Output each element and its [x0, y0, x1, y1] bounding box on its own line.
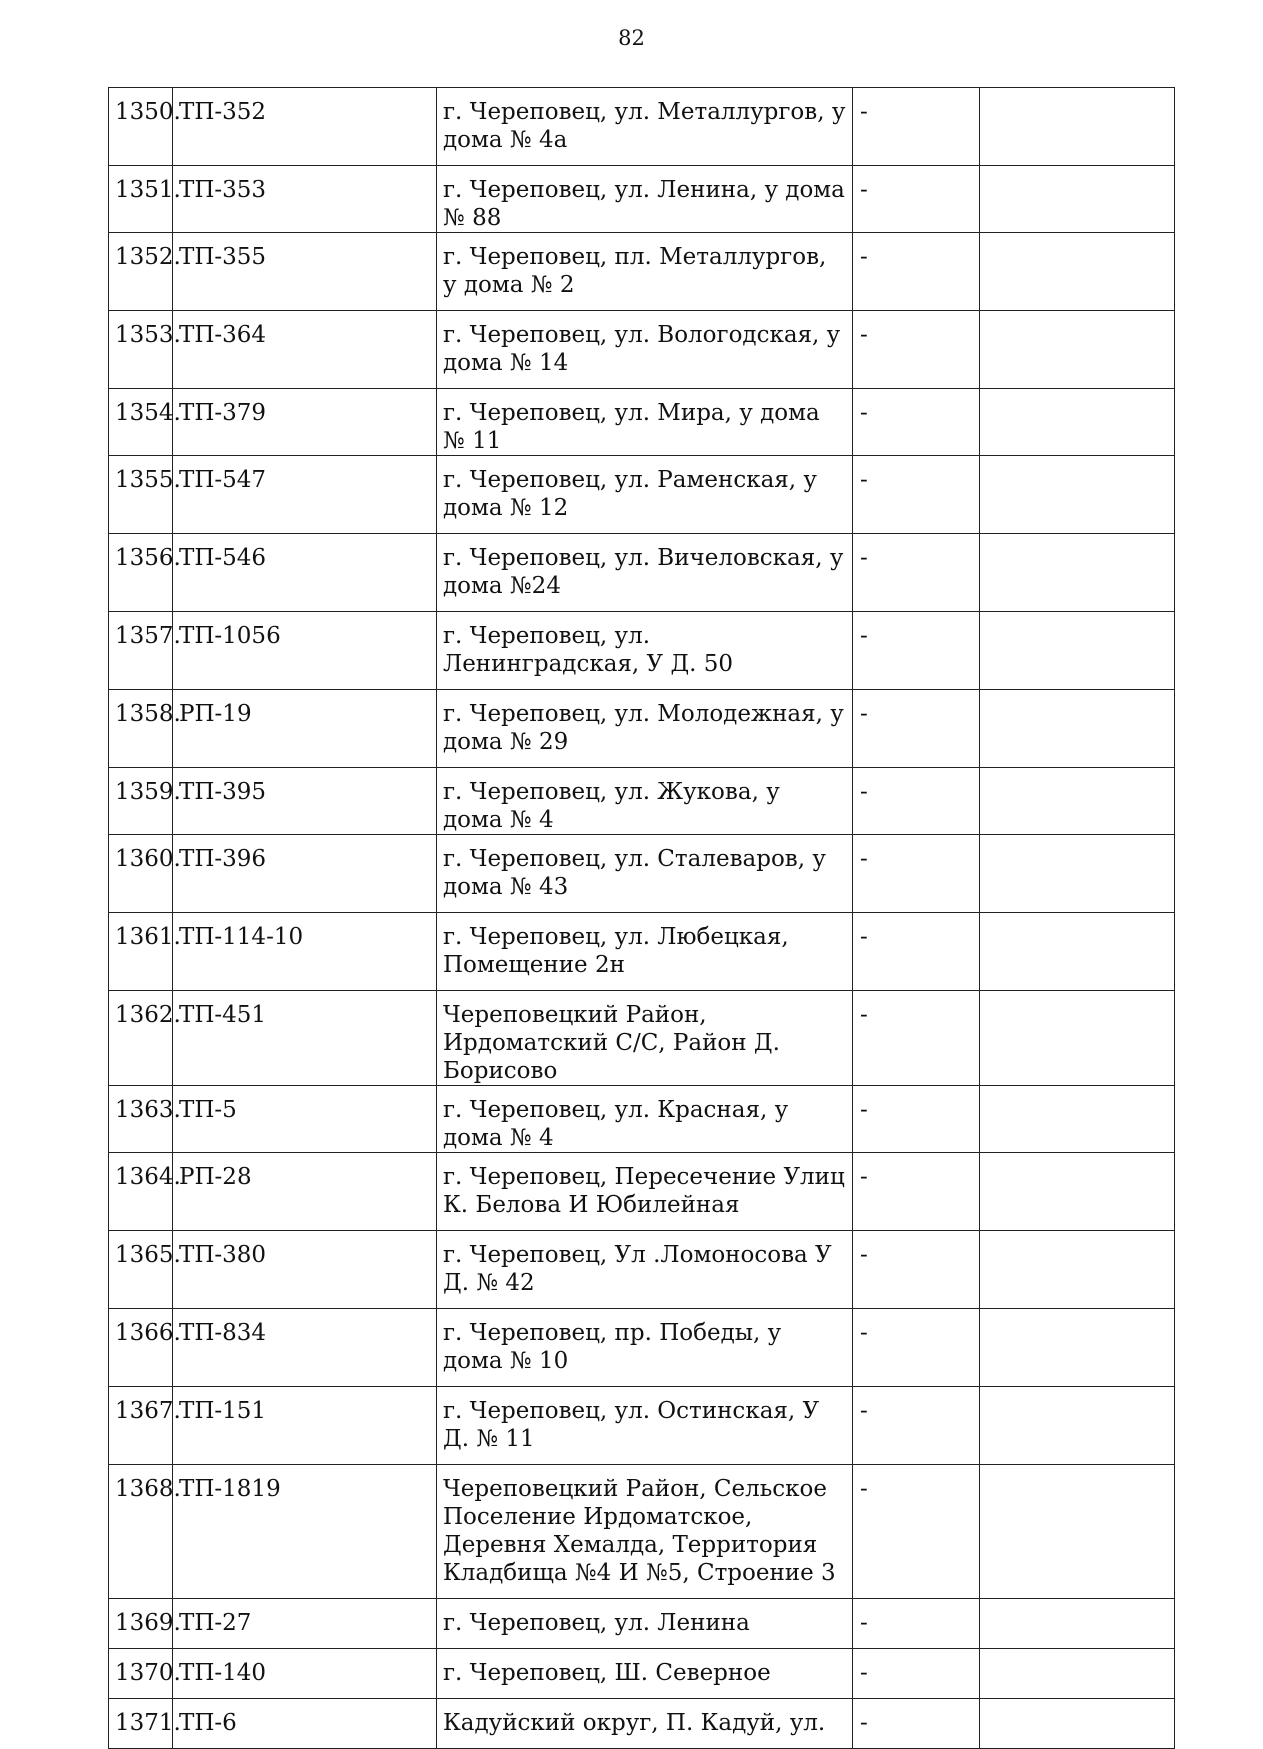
station-address: г. Череповец, ул. Любецкая, Помещение 2н — [437, 913, 853, 991]
table-row — [109, 991, 1175, 1086]
dash-cell: - — [853, 835, 980, 913]
table-row — [109, 534, 1175, 612]
station-address: г. Череповец, пл. Металлургов, у дома № 2 — [437, 233, 853, 311]
row-number: 1362. — [109, 991, 173, 1086]
empty-cell — [980, 166, 1175, 233]
station-address: г. Череповец, ул. Вичеловская, у дома №24 — [437, 534, 853, 612]
row-number: 1361. — [109, 913, 173, 991]
dash-cell: - — [853, 1086, 980, 1153]
empty-cell — [980, 389, 1175, 456]
station-code: ТП-379 — [173, 389, 437, 456]
empty-cell — [980, 456, 1175, 534]
dash-cell: - — [853, 1649, 980, 1699]
dash-cell: - — [853, 1465, 980, 1599]
row-number: 1363. — [109, 1086, 173, 1153]
table-row — [109, 1699, 1175, 1749]
station-code: ТП-114-10 — [173, 913, 437, 991]
station-address: г. Череповец, ул. Жукова, у дома № 4 — [437, 768, 853, 835]
station-code: РП-28 — [173, 1153, 437, 1231]
row-number: 1365. — [109, 1231, 173, 1309]
row-number: 1350. — [109, 88, 173, 166]
table-row — [109, 913, 1175, 991]
table-row — [109, 612, 1175, 690]
dash-cell: - — [853, 1599, 980, 1649]
table-row — [109, 1387, 1175, 1465]
station-address: Кадуйский округ, П. Кадуй, ул. — [437, 1699, 853, 1749]
dash-cell: - — [853, 1699, 980, 1749]
row-number: 1366. — [109, 1309, 173, 1387]
station-code: ТП-547 — [173, 456, 437, 534]
station-code: ТП-355 — [173, 233, 437, 311]
row-number: 1355. — [109, 456, 173, 534]
row-number: 1364. — [109, 1153, 173, 1231]
dash-cell: - — [853, 612, 980, 690]
station-code: ТП-451 — [173, 991, 437, 1086]
station-code: ТП-353 — [173, 166, 437, 233]
dash-cell: - — [853, 233, 980, 311]
station-address: г. Череповец, Ш. Северное — [437, 1649, 853, 1699]
empty-cell — [980, 1465, 1175, 1599]
empty-cell — [980, 913, 1175, 991]
empty-cell — [980, 991, 1175, 1086]
station-address: г. Череповец, ул. Сталеваров, у дома № 43 — [437, 835, 853, 913]
row-number: 1371. — [109, 1699, 173, 1749]
dash-cell: - — [853, 166, 980, 233]
station-code: ТП-140 — [173, 1649, 437, 1699]
station-code: ТП-27 — [173, 1599, 437, 1649]
dash-cell: - — [853, 389, 980, 456]
table-row — [109, 456, 1175, 534]
station-address: г. Череповец, ул. Ленинградская, У Д. 50 — [437, 612, 853, 690]
dash-cell: - — [853, 1309, 980, 1387]
empty-cell — [980, 835, 1175, 913]
empty-cell — [980, 1649, 1175, 1699]
empty-cell — [980, 88, 1175, 166]
table-row — [109, 1231, 1175, 1309]
table-row — [109, 1153, 1175, 1231]
empty-cell — [980, 690, 1175, 768]
table-row — [109, 1309, 1175, 1387]
row-number: 1359. — [109, 768, 173, 835]
table-row — [109, 835, 1175, 913]
station-address: Череповецкий Район, Сельское Поселение Ирдоматское, Деревня Хемалда, Территория Кладбища №4 И №5, Строение 3 — [437, 1465, 853, 1599]
row-number: 1354. — [109, 389, 173, 456]
row-number: 1369. — [109, 1599, 173, 1649]
table-row — [109, 1599, 1175, 1649]
station-code: ТП-5 — [173, 1086, 437, 1153]
station-code: ТП-1056 — [173, 612, 437, 690]
dash-cell: - — [853, 456, 980, 534]
station-code: ТП-380 — [173, 1231, 437, 1309]
station-address: г. Череповец, ул. Металлургов, у дома № 4а — [437, 88, 853, 166]
row-number: 1368. — [109, 1465, 173, 1599]
station-code: ТП-834 — [173, 1309, 437, 1387]
row-number: 1358. — [109, 690, 173, 768]
empty-cell — [980, 1699, 1175, 1749]
empty-cell — [980, 1231, 1175, 1309]
station-code: ТП-1819 — [173, 1465, 437, 1599]
station-code: ТП-151 — [173, 1387, 437, 1465]
station-address: г. Череповец, ул. Ленина, у дома № 88 — [437, 166, 853, 233]
station-code: ТП-395 — [173, 768, 437, 835]
empty-cell — [980, 311, 1175, 389]
table-row — [109, 1465, 1175, 1599]
row-number: 1353. — [109, 311, 173, 389]
station-address: г. Череповец, ул. Молодежная, у дома № 29 — [437, 690, 853, 768]
table-row — [109, 389, 1175, 456]
table-row — [109, 768, 1175, 835]
station-code: РП-19 — [173, 690, 437, 768]
dash-cell: - — [853, 913, 980, 991]
station-code: ТП-6 — [173, 1699, 437, 1749]
table-row — [109, 88, 1175, 166]
empty-cell — [980, 1086, 1175, 1153]
station-code: ТП-352 — [173, 88, 437, 166]
table-row — [109, 1649, 1175, 1699]
station-code: ТП-364 — [173, 311, 437, 389]
row-number: 1352. — [109, 233, 173, 311]
dash-cell: - — [853, 690, 980, 768]
station-code: ТП-396 — [173, 835, 437, 913]
empty-cell — [980, 1309, 1175, 1387]
station-address: г. Череповец, ул. Ленина — [437, 1599, 853, 1649]
dash-cell: - — [853, 991, 980, 1086]
table-row — [109, 311, 1175, 389]
dash-cell: - — [853, 1387, 980, 1465]
station-address: г. Череповец, пр. Победы, у дома № 10 — [437, 1309, 853, 1387]
station-address: г. Череповец, ул. Раменская, у дома № 12 — [437, 456, 853, 534]
dash-cell: - — [853, 1231, 980, 1309]
empty-cell — [980, 1599, 1175, 1649]
row-number: 1360. — [109, 835, 173, 913]
row-number: 1367. — [109, 1387, 173, 1465]
dash-cell: - — [853, 88, 980, 166]
dash-cell: - — [853, 534, 980, 612]
empty-cell — [980, 534, 1175, 612]
row-number: 1357. — [109, 612, 173, 690]
station-address: г. Череповец, Пересечение Улиц К. Белова И Юбилейная — [437, 1153, 853, 1231]
table-row — [109, 1086, 1175, 1153]
dash-cell: - — [853, 768, 980, 835]
station-address: г. Череповец, Ул .Ломоносова У Д. № 42 — [437, 1231, 853, 1309]
dash-cell: - — [853, 1153, 980, 1231]
page-number: 82 — [618, 26, 645, 50]
row-number: 1356. — [109, 534, 173, 612]
row-number: 1370. — [109, 1649, 173, 1699]
station-address: Череповецкий Район, Ирдоматский С/С, Район Д. Борисово — [437, 991, 853, 1086]
empty-cell — [980, 612, 1175, 690]
station-address: г. Череповец, ул. Вологодская, у дома № 14 — [437, 311, 853, 389]
dash-cell: - — [853, 311, 980, 389]
station-address: г. Череповец, ул. Красная, у дома № 4 — [437, 1086, 853, 1153]
table-row — [109, 166, 1175, 233]
empty-cell — [980, 768, 1175, 835]
row-number: 1351. — [109, 166, 173, 233]
empty-cell — [980, 1153, 1175, 1231]
station-address: г. Череповец, ул. Мира, у дома № 11 — [437, 389, 853, 456]
station-address: г. Череповец, ул. Остинская, У Д. № 11 — [437, 1387, 853, 1465]
station-code: ТП-546 — [173, 534, 437, 612]
empty-cell — [980, 233, 1175, 311]
registry-table — [108, 87, 1175, 1749]
table-row — [109, 690, 1175, 768]
empty-cell — [980, 1387, 1175, 1465]
table-row — [109, 233, 1175, 311]
